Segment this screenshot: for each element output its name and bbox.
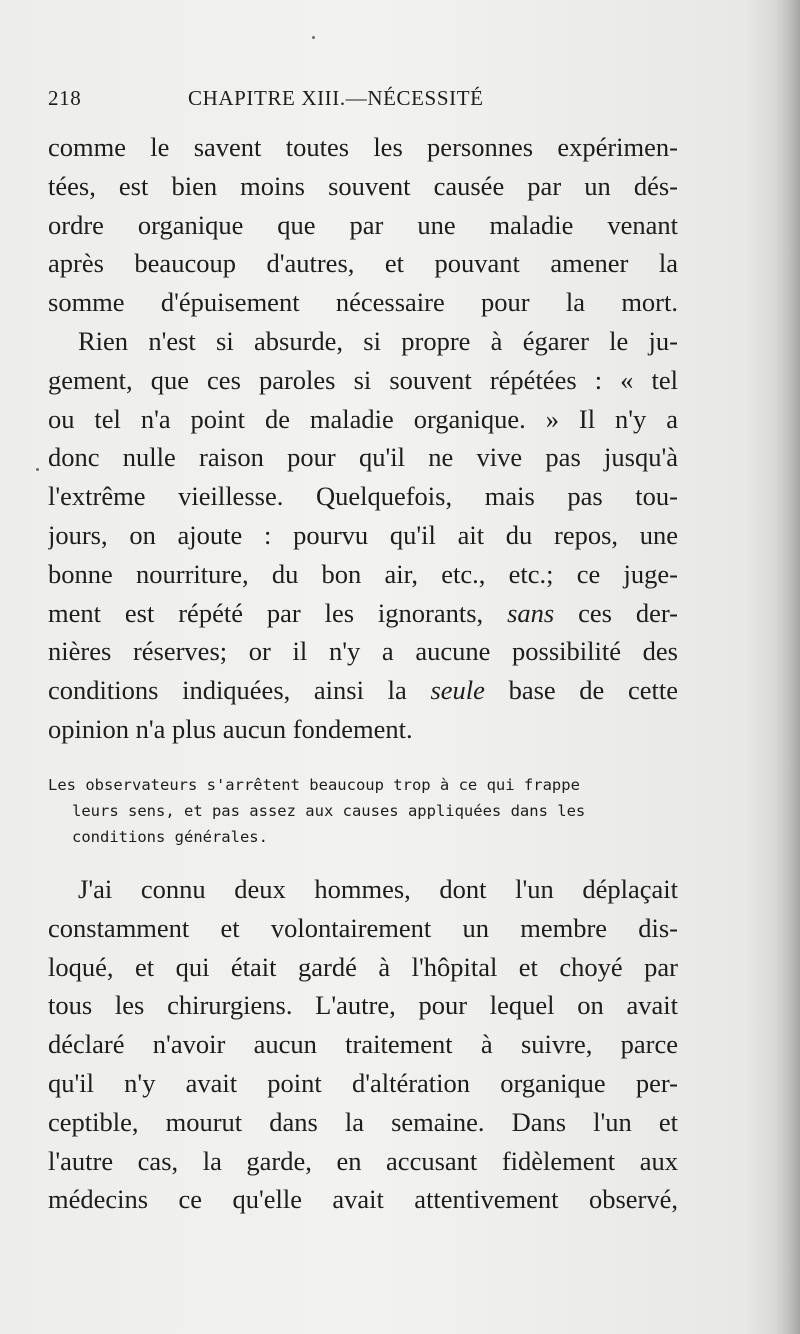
print-speck [36,468,39,471]
text-line: gement, que ces paroles si souvent répétées : « tel [48,364,678,395]
text-line: Rien n'est si absurde, si propre à égarer le ju- [78,326,678,356]
text-line: qu'il n'y avait point d'altération organique per- [48,1067,678,1098]
page-edge-shadow [774,0,800,1334]
paragraph-1 [48,128,678,322]
italic-word: seule [430,675,485,706]
text-line: ceptible, mourut dans la semaine. Dans l'un et [48,1106,678,1137]
text-line: somme d'épuisement nécessaire pour la mort. [48,287,678,318]
paragraph-3 [48,870,678,1219]
text-segment: base de cette [508,675,678,706]
page-header [48,86,548,116]
running-head: CHAPITRE XIII.—NÉCESSITÉ [188,86,484,110]
text-line: jours, on ajoute : pourvu qu'il ait du repos, une [48,519,678,550]
text-line: opinion n'a plus aucun fondement. [48,713,413,744]
text-line: tous les chirurgiens. L'autre, pour lequel on avait [48,990,678,1021]
text-line: constamment et volontairement un membre dis- [48,912,678,943]
paragraph-2 [48,322,678,749]
text-line: loqué, et qui était gardé à l'hôpital et choyé par [48,951,678,982]
text-line: ordre organique que par une maladie venant [48,209,678,240]
note-line: leurs sens, et pas assez aux causes appliquées dans les [72,802,586,820]
text-line: l'autre cas, la garde, en accusant fidèlement aux [48,1145,678,1176]
text-line: J'ai connu deux hommes, dont l'un déplaçait [78,874,678,904]
italic-word: sans [507,597,555,628]
text-line: comme le savent toutes les personnes expérimen- [48,132,678,162]
text-segment: ment est répété par les ignorants, [48,597,484,628]
page-number: 218 [48,86,82,110]
text-segment: conditions indiquées, ainsi la [48,675,407,706]
text-segment: ces der- [578,597,678,628]
text-line: tées, est bien moins souvent causée par un dés- [48,170,678,201]
text-line: ou tel n'a point de maladie organique. » Il n'y a [48,403,678,434]
text-line: déclaré n'avoir aucun traitement à suivre, parce [48,1029,678,1060]
text-line [48,594,678,633]
text-line: bonne nourriture, du bon air, etc., etc.; ce juge- [48,558,678,589]
text-line: médecins ce qu'elle avait attentivement observé, [48,1184,678,1215]
print-speck [312,36,315,39]
footnote [48,772,678,850]
text-line: donc nulle raison pour qu'il ne vive pas jusqu'à [48,442,678,473]
text-line: nières réserves; or il n'y a aucune possibilité des [48,636,678,667]
text-line [48,671,678,710]
note-line: Les observateurs s'arrêtent beaucoup trop à ce qui frappe [48,776,580,794]
note-line: conditions générales. [72,828,268,846]
text-line: l'extrême vieillesse. Quelquefois, mais pas tou- [48,481,678,512]
text-line: après beaucoup d'autres, et pouvant amener la [48,248,678,279]
